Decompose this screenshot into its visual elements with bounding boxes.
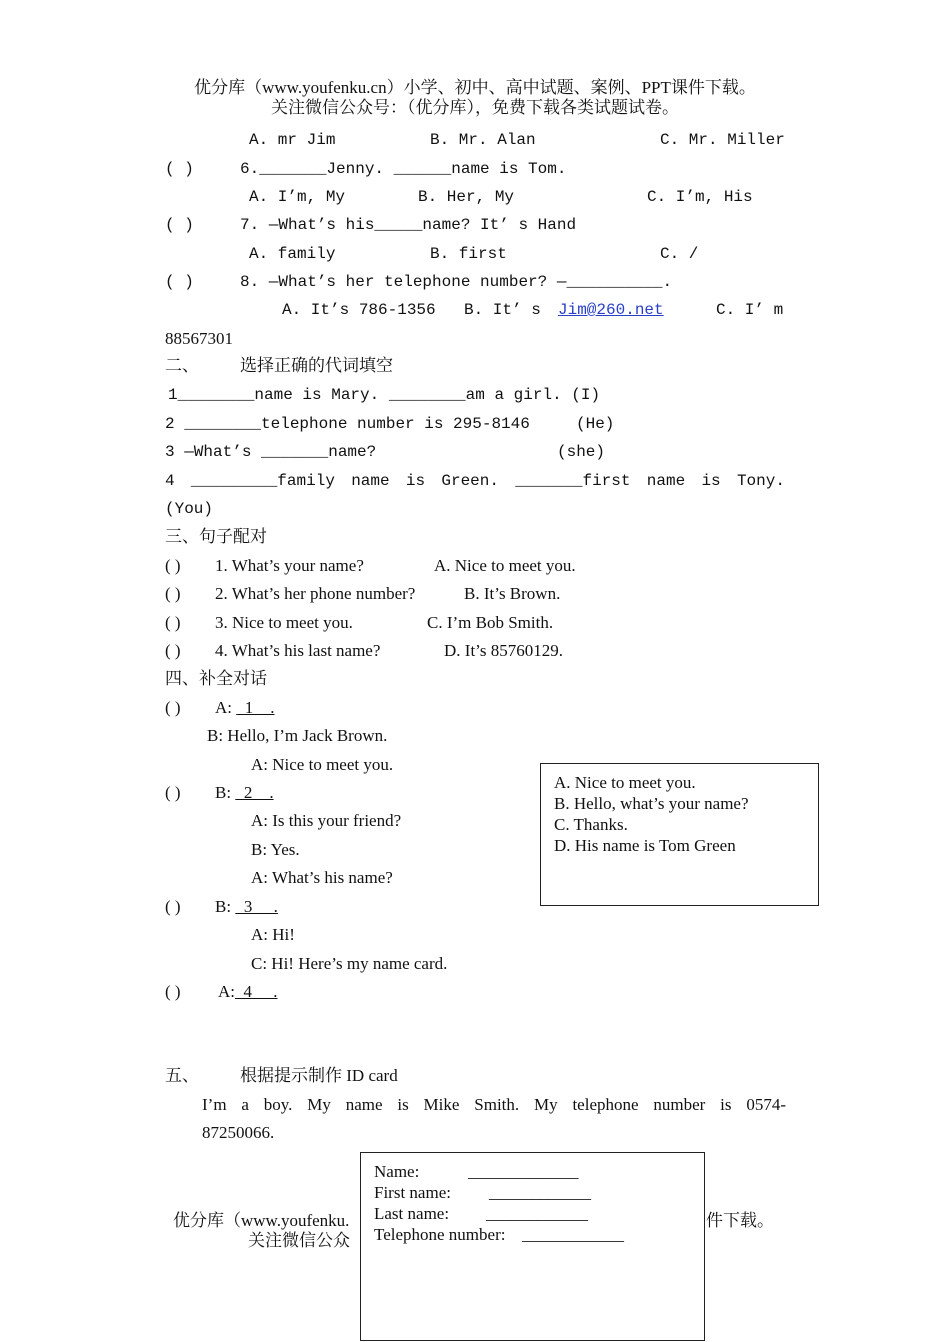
match-row-2-paren: ( ) [165, 584, 181, 603]
dialogue-line-3: A: Nice to meet you. [251, 755, 394, 774]
item4-word: Tony. [736, 472, 785, 490]
q7-question: 7. —What’s his_____name? It’ s Hand [240, 216, 577, 234]
dialogue-blank-4-paren: ( ) [165, 982, 181, 1001]
speaker-label: A: [215, 698, 237, 717]
dialogue-line-7: A: What’s his name? [251, 868, 393, 887]
answer-blank-1: 1 . [236, 698, 275, 717]
dialogue-line-5: A: Is this your friend? [251, 811, 402, 830]
match-row-4-paren: ( ) [165, 641, 181, 660]
q6-option-a: A. I’m, My [249, 188, 346, 206]
dialogue-option-a: A. Nice to meet you. [554, 773, 696, 792]
q8-answer-paren: ( ) [165, 273, 194, 291]
part2-heading-title: 选择正确的代词填空 [240, 356, 393, 375]
match-row-4-answer: D. It’s 85760129. [444, 641, 563, 660]
dialogue-option-d: D. His name is Tom Green [554, 836, 736, 855]
header-line-2: 关注微信公众号：（优分库），免费下载各类试题试卷。 [271, 98, 679, 117]
speaker-label: B: [215, 783, 236, 802]
q6-option-c: C. I’m, His [647, 188, 753, 206]
q8-option-c-continued: 88567301 [165, 329, 233, 348]
part3-heading: 三、句子配对 [165, 527, 267, 546]
part5-paragraph-line-2: 87250066. [202, 1123, 275, 1142]
match-row-3-paren: ( ) [165, 613, 181, 632]
id-card-name-blank[interactable]: _____________ [468, 1162, 579, 1181]
q7-option-c: C. / [660, 245, 699, 263]
dialogue-line-2: B: Hello, I’m Jack Brown. [207, 726, 388, 745]
id-card-telephone-label: Telephone number: [374, 1225, 506, 1244]
id-card-first-name-blank[interactable]: ____________ [489, 1183, 591, 1202]
part5-heading-title: 根据提示制作 ID card [240, 1066, 398, 1085]
q7-option-b: B. first [430, 245, 507, 263]
item4-word: name [351, 472, 390, 490]
speaker-label: B: [215, 897, 236, 916]
dialogue-option-b: B. Hello, what’s your name? [554, 794, 749, 813]
match-row-3-answer: C. I’m Bob Smith. [427, 613, 554, 632]
q6-answer-paren: ( ) [165, 160, 194, 178]
part2-item-3-hint: (she) [557, 443, 606, 461]
q7-option-a: A. family [249, 245, 336, 263]
dialogue-line-4 [215, 783, 274, 803]
match-row-2-question: 2. What’s her phone number? [215, 584, 416, 603]
q5-option-b: B. Mr. Alan [430, 131, 536, 149]
dialogue-line-8 [215, 897, 278, 917]
id-card-box [360, 1152, 705, 1341]
part2-item-3: 3 —What’s _______name? [165, 443, 377, 461]
speaker-label: A: [218, 982, 235, 1001]
item4-word: _______first [515, 472, 631, 490]
id-card-telephone-blank[interactable]: ____________ [522, 1225, 624, 1244]
q8-option-b-prefix: B. It’ s [464, 301, 541, 319]
part5-heading-number: 五、 [165, 1066, 199, 1085]
answer-blank-3: 3 . [235, 897, 278, 916]
footer-line-1-right: 件下载。 [706, 1211, 774, 1230]
dialogue-blank-1-paren: ( ) [165, 698, 181, 717]
match-row-3-question: 3. Nice to meet you. [215, 613, 353, 632]
match-row-4-question: 4. What’s his last name? [215, 641, 381, 660]
q8-option-b-email-link[interactable]: Jim@260.net [558, 301, 664, 319]
part2-item-4 [165, 471, 785, 491]
dialogue-blank-2-paren: ( ) [165, 783, 181, 802]
dialogue-line-11 [218, 982, 278, 1002]
part2-heading-number: 二、 [165, 356, 199, 375]
q7-answer-paren: ( ) [165, 216, 194, 234]
match-row-2-answer: B. It’s Brown. [464, 584, 561, 603]
q8-option-c: C. I’ m [716, 301, 784, 319]
dialogue-blank-3-paren: ( ) [165, 897, 181, 916]
q8-option-a: A. It’s 786-1356 [282, 301, 436, 319]
answer-blank-4: 4 . [235, 982, 278, 1001]
footer-line-1-left: 优分库（www.youfenku. [173, 1211, 350, 1230]
part2-item-4-hint: (You) [165, 500, 214, 518]
footer-line-2-left: 关注微信公众 [248, 1231, 350, 1250]
item4-word: name [646, 472, 686, 490]
item4-word: Green. [441, 472, 499, 490]
item4-word: _________family [190, 472, 335, 490]
dialogue-line-9: A: Hi! [251, 925, 295, 944]
q5-option-a: A. mr Jim [249, 131, 336, 149]
dialogue-options-box [540, 763, 819, 906]
answer-blank-2: 2 . [235, 783, 274, 802]
id-card-name-label: Name: [374, 1162, 420, 1181]
q6-question: 6._______Jenny. ______name is Tom. [240, 160, 567, 178]
dialogue-line-10: C: Hi! Here’s my name card. [251, 954, 448, 973]
part4-heading: 四、补全对话 [165, 669, 267, 688]
match-row-1-answer: A. Nice to meet you. [434, 556, 576, 575]
q6-option-b: B. Her, My [418, 188, 515, 206]
dialogue-line-6: B: Yes. [251, 840, 300, 859]
part5-paragraph-line-1: I’m a boy. My name is Mike Smith. My telephone number is 0574- [202, 1095, 786, 1114]
item4-word: 4 [165, 472, 175, 490]
part2-item-2: 2 ________telephone number is 295-8146 [165, 415, 530, 433]
item4-word: is [405, 472, 426, 490]
dialogue-option-c: C. Thanks. [554, 815, 628, 834]
match-row-1-question: 1. What’s your name? [215, 556, 364, 575]
part2-item-1: 1________name is Mary. ________am a girl. (I) [168, 386, 601, 404]
part2-item-2-hint: (He) [576, 415, 615, 433]
q5-option-c: C. Mr. Miller [660, 131, 785, 149]
header-line-1: 优分库（www.youfenku.cn）小学、初中、高中试题、案例、PPT课件下载。 [194, 78, 756, 97]
id-card-last-name-blank[interactable]: ____________ [486, 1204, 588, 1223]
q8-question: 8. —What’s her telephone number? —__________. [240, 273, 673, 291]
id-card-first-name-label: First name: [374, 1183, 451, 1202]
item4-word: is [701, 472, 721, 490]
match-row-1-paren: ( ) [165, 556, 181, 575]
dialogue-line-1 [215, 698, 275, 718]
id-card-last-name-label: Last name: [374, 1204, 450, 1223]
